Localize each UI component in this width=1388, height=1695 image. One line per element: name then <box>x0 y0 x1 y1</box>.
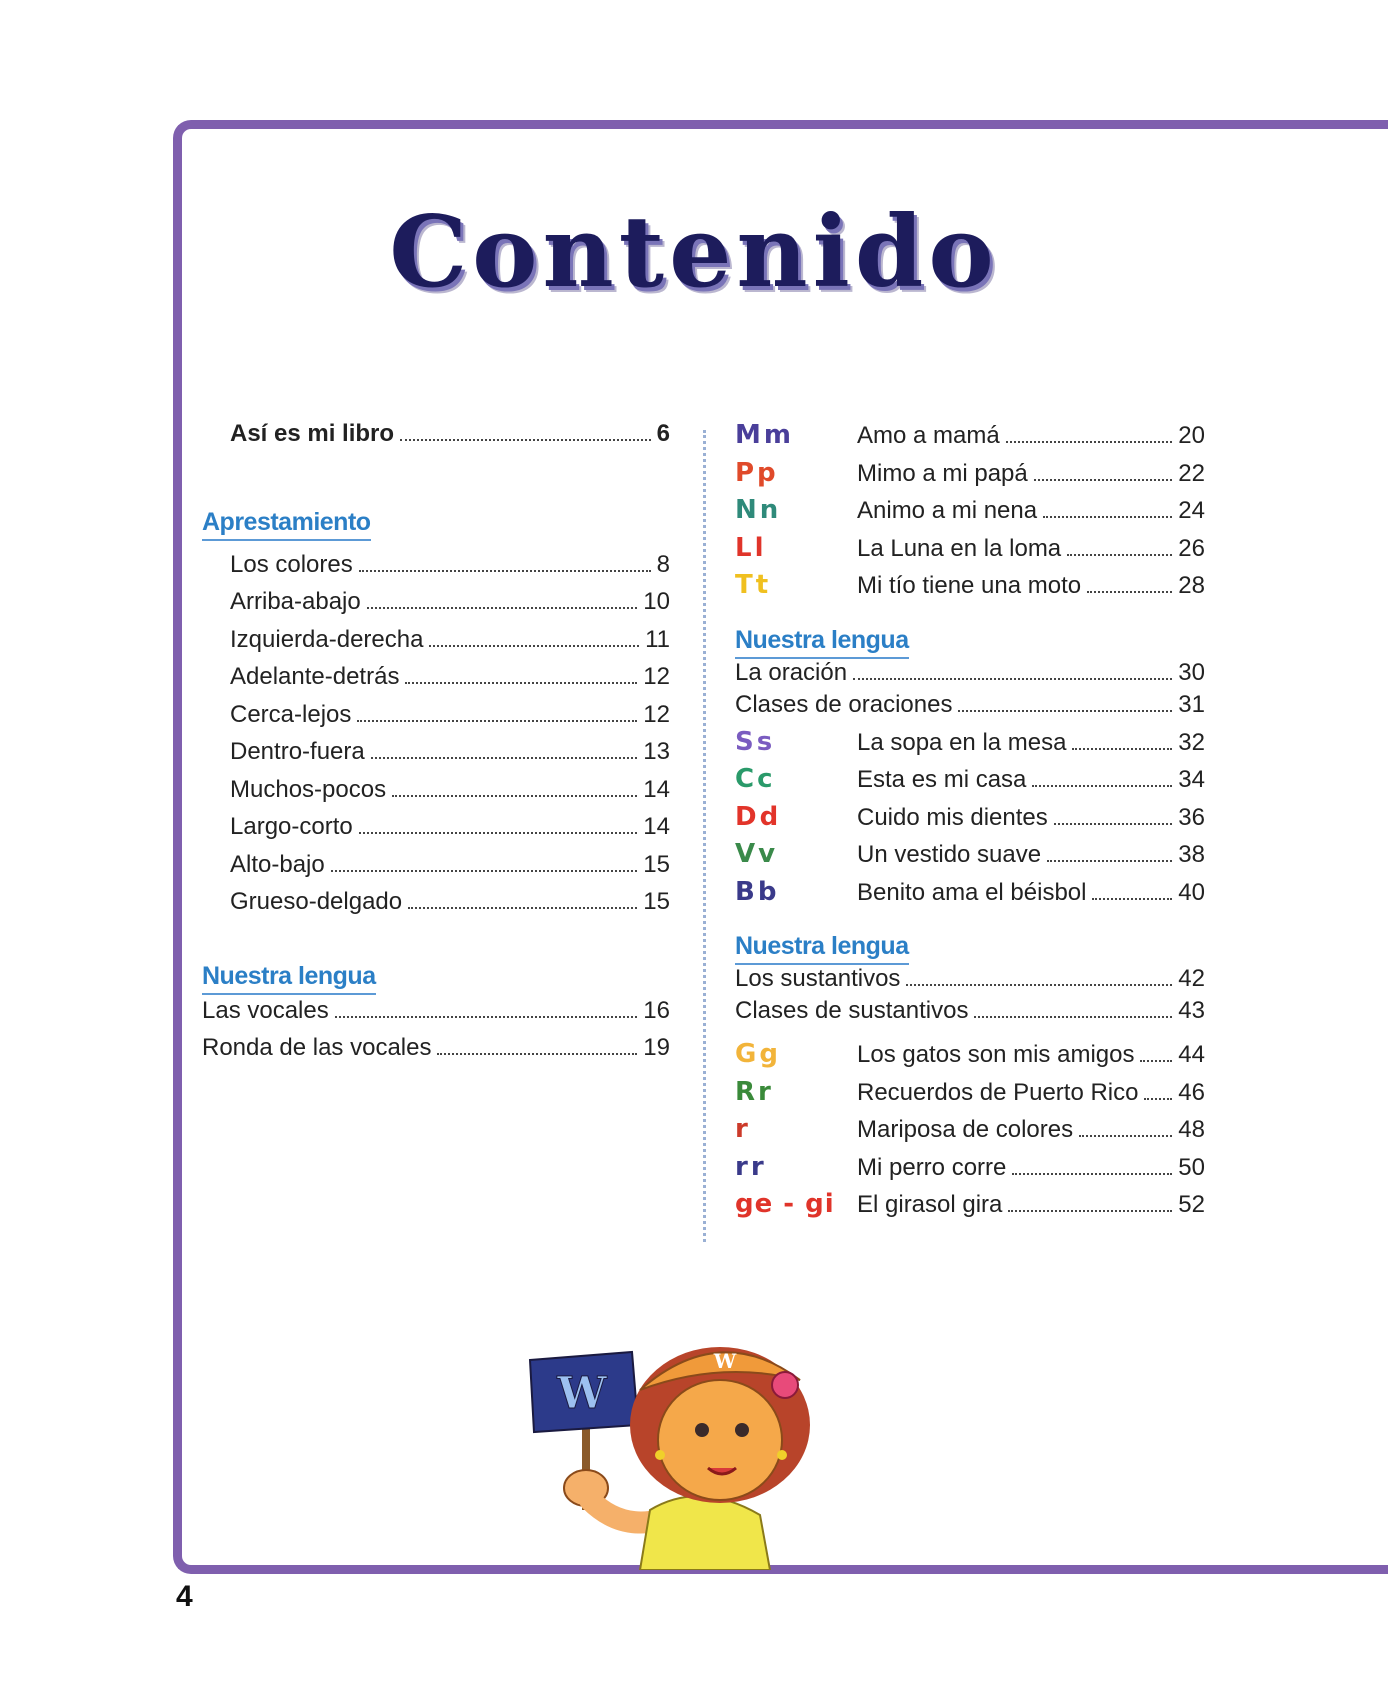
leader-dots <box>1034 479 1173 481</box>
leader-dots <box>853 678 1172 680</box>
toc-entry-page: 12 <box>643 663 670 690</box>
letter-glyph: Tt <box>735 570 772 600</box>
letter-glyph: Gg <box>735 1039 781 1069</box>
toc-entry-label: Así es mi libro <box>230 420 395 447</box>
toc-entry-page: 24 <box>1178 497 1205 524</box>
toc-entry-page: 50 <box>1178 1153 1205 1181</box>
toc-entry-label: Animo a mi nena <box>857 497 1038 524</box>
toc-entry-label: Los colores <box>230 550 353 578</box>
toc-entry-label: Adelante-detrás <box>230 663 400 690</box>
letter-entry[interactable] <box>735 877 1205 915</box>
toc-entry[interactable] <box>202 997 670 1035</box>
letter-glyph: Rr <box>735 1076 774 1107</box>
leader-dots <box>958 710 1172 712</box>
leader-dots <box>367 607 638 609</box>
toc-entry-label: Largo-corto <box>230 813 353 840</box>
letter-glyph: Ll <box>735 532 767 563</box>
letter-glyph: rr <box>735 1151 767 1182</box>
letter-glyph: Ss <box>735 726 776 757</box>
letter-entry[interactable] <box>735 839 1205 877</box>
toc-entry-page: 34 <box>1178 766 1205 793</box>
toc-entry-label: Mi perro corre <box>857 1153 1007 1181</box>
toc-entry-label: La sopa en la mesa <box>857 728 1067 756</box>
letter-glyph: Bb <box>735 876 780 907</box>
face <box>658 1380 782 1500</box>
letter-entry[interactable] <box>735 458 1205 496</box>
toc-entry-label: Amo a mamá <box>857 422 1000 449</box>
leader-dots <box>331 870 638 872</box>
toc-entry-page: 14 <box>643 775 670 803</box>
toc-entry-page: 52 <box>1178 1191 1205 1218</box>
toc-entry-page: 10 <box>643 588 670 615</box>
letter-entry[interactable] <box>735 1114 1205 1152</box>
letter-entry[interactable] <box>735 1189 1205 1227</box>
toc-entry-label: Los sustantivos <box>735 965 901 992</box>
toc-entry[interactable] <box>230 851 670 889</box>
letter-entry[interactable] <box>735 495 1205 533</box>
toc-entry-label: Mi tío tiene una moto <box>857 572 1082 599</box>
leader-dots <box>1047 860 1172 862</box>
letter-glyph: Dd <box>735 801 782 832</box>
toc-entry-label: Muchos-pocos <box>230 775 387 803</box>
earring-left <box>655 1450 665 1460</box>
mascot-girl-illustration <box>520 1330 860 1570</box>
toc-entry-page: 28 <box>1178 572 1205 599</box>
leader-dots <box>1012 1173 1172 1175</box>
toc-entry-page: 46 <box>1178 1078 1205 1106</box>
leader-dots <box>371 757 638 759</box>
leader-dots <box>405 682 637 684</box>
leader-dots <box>1067 554 1172 556</box>
leader-dots <box>1079 1135 1172 1137</box>
leader-dots <box>1092 898 1172 900</box>
toc-entry-label: Mariposa de colores <box>857 1116 1074 1143</box>
toc-entry[interactable] <box>230 701 670 739</box>
toc-entry-label: Izquierda-derecha <box>230 625 424 653</box>
toc-entry-page: 48 <box>1178 1116 1205 1143</box>
leader-dots <box>1054 823 1173 825</box>
leader-dots <box>1140 1060 1172 1062</box>
toc-entry-page: 12 <box>643 700 670 728</box>
toc-entry-page: 20 <box>1178 422 1205 449</box>
letter-glyph: Mm <box>735 420 794 450</box>
toc-entry-label: Benito ama el béisbol <box>857 878 1087 906</box>
toc-entry-page: 38 <box>1178 841 1205 868</box>
toc-entry-label: Recuerdos de Puerto Rico <box>857 1078 1139 1106</box>
toc-entry-page: 6 <box>656 420 670 447</box>
leader-dots <box>359 832 638 834</box>
eye-right <box>735 1423 749 1437</box>
leader-dots <box>437 1053 637 1055</box>
leader-dots <box>359 570 651 572</box>
toc-entry-label: Cuido mis dientes <box>857 803 1048 831</box>
toc-left-column <box>202 420 670 1072</box>
toc-entry[interactable] <box>230 551 670 589</box>
toc-entry[interactable] <box>230 588 670 626</box>
cap-letter: W <box>713 1349 737 1373</box>
letter-entry[interactable] <box>735 420 1205 458</box>
section-heading-nuestra-lengua: Nuestra lengua <box>735 626 909 659</box>
toc-entry-page: 16 <box>643 996 670 1024</box>
toc-entry-page: 15 <box>643 850 670 878</box>
toc-entry[interactable] <box>735 997 1205 1039</box>
toc-entry-label: La Luna en la loma <box>857 534 1062 562</box>
toc-entry-page: 26 <box>1178 534 1205 562</box>
toc-entry-label: Arriba-abajo <box>230 588 361 615</box>
leader-dots <box>906 984 1172 986</box>
toc-entry-intro[interactable] <box>230 420 670 458</box>
toc-entry[interactable] <box>230 813 670 851</box>
toc-entry-page: 36 <box>1178 803 1205 831</box>
toc-entry-label: Los gatos son mis amigos <box>857 1041 1135 1068</box>
leader-dots <box>335 1016 638 1018</box>
leader-dots <box>357 720 637 722</box>
letter-entry[interactable] <box>735 1077 1205 1115</box>
toc-entry-page: 13 <box>643 738 670 765</box>
toc-entry-page: 32 <box>1178 728 1205 756</box>
letter-entry[interactable] <box>735 570 1205 608</box>
letter-entry[interactable] <box>735 764 1205 802</box>
toc-entry-page: 19 <box>643 1034 670 1061</box>
toc-entry-label: Las vocales <box>202 996 329 1024</box>
column-divider <box>703 430 706 1242</box>
letter-glyph: r <box>735 1114 751 1144</box>
letter-glyph: Cc <box>735 764 776 794</box>
leader-dots <box>408 907 637 909</box>
page-title: Contenido <box>389 195 999 310</box>
section-heading-aprestamiento: Aprestamiento <box>202 508 371 541</box>
toc-entry-label: Clases de sustantivos <box>735 997 969 1024</box>
letter-entry[interactable] <box>735 1152 1205 1190</box>
toc-entry-label: Grueso-delgado <box>230 888 403 915</box>
toc-entry-page: 14 <box>643 813 670 840</box>
letter-glyph: ge - gi <box>735 1189 835 1219</box>
eye-left <box>695 1423 709 1437</box>
letter-glyph: Nn <box>735 495 782 525</box>
earring-right <box>777 1450 787 1460</box>
toc-entry[interactable] <box>202 1034 670 1072</box>
toc-entry[interactable] <box>230 738 670 776</box>
leader-dots <box>1144 1098 1172 1100</box>
toc-entry[interactable] <box>735 965 1205 997</box>
section-heading-nuestra-lengua: Nuestra lengua <box>735 932 909 965</box>
toc-entry[interactable] <box>735 659 1205 691</box>
toc-entry-page: 43 <box>1178 997 1205 1024</box>
toc-entry-page: 8 <box>656 550 670 578</box>
toc-right-column <box>735 420 1205 1227</box>
letter-glyph: Pp <box>735 457 779 488</box>
toc-entry-label: Cerca-lejos <box>230 700 352 728</box>
toc-entry-label: Esta es mi casa <box>857 766 1027 793</box>
toc-entry[interactable] <box>230 626 670 664</box>
leader-dots <box>1032 785 1172 787</box>
dress <box>640 1496 770 1570</box>
toc-entry-label: Mimo a mi papá <box>857 459 1028 487</box>
toc-entry-page: 11 <box>645 625 670 653</box>
leader-dots <box>392 795 637 797</box>
letter-glyph: Vv <box>735 839 779 869</box>
toc-entry[interactable] <box>230 776 670 814</box>
toc-entry-label: Dentro-fuera <box>230 738 365 765</box>
toc-entry-label: La oración <box>735 658 848 686</box>
leader-dots <box>1043 516 1172 518</box>
toc-entry-page: 30 <box>1178 658 1205 686</box>
toc-entry-label: Un vestido suave <box>857 841 1042 868</box>
flag-icon <box>530 1352 638 1432</box>
leader-dots <box>1087 591 1172 593</box>
letter-entry[interactable] <box>735 727 1205 765</box>
leader-dots <box>400 439 651 441</box>
letter-entry[interactable] <box>735 533 1205 571</box>
flower-icon <box>772 1372 798 1398</box>
section-heading-nuestra-lengua: Nuestra lengua <box>202 962 376 995</box>
toc-entry[interactable] <box>230 663 670 701</box>
toc-entry-label: Alto-bajo <box>230 850 325 878</box>
toc-entry[interactable] <box>230 888 670 926</box>
page-number: 4 <box>176 1580 193 1613</box>
leader-dots <box>1006 441 1173 443</box>
leader-dots <box>1072 748 1172 750</box>
letter-entry[interactable] <box>735 1039 1205 1077</box>
leader-dots <box>974 1016 1172 1018</box>
leader-dots <box>429 645 639 647</box>
toc-entry-label: Clases de oraciones <box>735 690 953 718</box>
flag-letter: W <box>557 1368 607 1419</box>
letter-entry[interactable] <box>735 802 1205 840</box>
toc-entry-label: Ronda de las vocales <box>202 1034 432 1061</box>
toc-entry-page: 42 <box>1178 965 1205 992</box>
toc-entry-page: 15 <box>643 888 670 915</box>
toc-entry-label: El girasol gira <box>857 1191 1003 1218</box>
leader-dots <box>1008 1210 1172 1212</box>
toc-entry-page: 22 <box>1178 459 1205 487</box>
toc-entry-page: 31 <box>1178 690 1205 718</box>
toc-entry-page: 44 <box>1178 1041 1205 1068</box>
toc-entry[interactable] <box>735 691 1205 727</box>
toc-entry-page: 40 <box>1178 878 1205 906</box>
